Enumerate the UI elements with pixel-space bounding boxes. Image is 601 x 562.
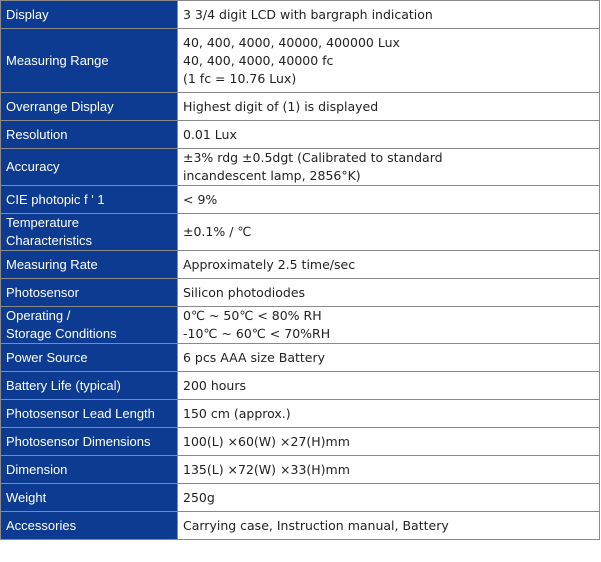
spec-value-text: 200 hours [183,377,246,393]
spec-value-cell [178,186,599,213]
spec-label-cell [1,279,177,306]
spec-value-text: ±3% rdg ±0.5dgt (Calibrated to standard [183,150,443,165]
spec-value-cell [178,1,599,28]
spec-value-cell [178,29,599,92]
spec-value-text: 250g [183,489,215,505]
spec-value-cell [178,121,599,148]
spec-row [1,344,599,371]
spec-label-cell [1,214,177,250]
spec-value-cell [178,214,599,250]
spec-label-cell [1,400,177,427]
spec-value-text: 100(L) ×60(W) ×27(H)mm [183,433,350,449]
spec-label-text: Storage Conditions [6,326,117,341]
spec-value-text: (1 fc = 10.76 Lux) [183,70,297,86]
spec-value-text: ±0.1% / ℃ [183,224,252,239]
spec-label-cell [1,484,177,511]
spec-value-text: 150 cm (approx.) [183,405,291,421]
spec-label-cell [1,307,177,343]
spec-value-text: Carrying case, Instruction manual, Battery [183,517,449,533]
spec-value-cell [178,307,599,343]
spec-value-text: Approximately 2.5 time/sec [183,256,356,272]
spec-label-text: Overrange Display [6,98,114,114]
spec-value-cell [178,344,599,371]
spec-label-text: Photosensor Dimensions [6,433,151,449]
spec-row [1,29,599,92]
spec-label-text: Dimension [6,461,68,477]
spec-value-text: 0℃ ~ 50℃ < 80% RH [183,308,322,323]
spec-row [1,149,599,185]
spec-value-text: Silicon photodiodes [183,284,306,300]
spec-value-cell [178,93,599,120]
spec-value-cell [178,372,599,399]
spec-value-cell [178,279,599,306]
spec-table-body [1,1,599,539]
spec-label-text: Battery Life (typical) [6,377,121,393]
spec-value-text: Highest digit of (1) is displayed [183,98,379,114]
spec-value-text: 0.01 Lux [183,126,237,142]
spec-value-text: < 9% [183,191,218,207]
spec-label-cell [1,344,177,371]
spec-label-text: Measuring Rate [6,256,98,272]
spec-value-text: 6 pcs AAA size Battery [183,349,326,365]
spec-label-cell [1,93,177,120]
spec-value-cell [178,149,599,185]
spec-value-cell [178,428,599,455]
spec-value-cell [178,484,599,511]
spec-label-text: Photosensor Lead Length [6,405,155,421]
spec-value-text: 40, 400, 4000, 40000, 400000 Lux [183,34,400,50]
spec-row [1,428,599,455]
spec-row [1,372,599,399]
spec-label-cell [1,1,177,28]
spec-value-text: -10℃ ~ 60℃ < 70%RH [183,326,331,341]
spec-value-text: 3 3/4 digit LCD with bargraph indication [183,6,433,22]
spec-label-text: Measuring Range [6,52,109,68]
spec-label-cell [1,251,177,278]
spec-label-text: Operating / [6,308,71,323]
spec-row [1,484,599,511]
spec-row [1,456,599,483]
spec-label-text: Resolution [6,126,68,142]
spec-label-text: Accessories [6,517,77,533]
spec-row [1,93,599,120]
spec-label-cell [1,512,177,539]
spec-row [1,251,599,278]
spec-row [1,512,599,539]
spec-row [1,307,599,343]
spec-value-text: 135(L) ×72(W) ×33(H)mm [183,461,350,477]
spec-label-cell [1,456,177,483]
spec-label-text: Weight [6,489,47,505]
spec-label-cell [1,29,177,92]
spec-value-cell [178,456,599,483]
spec-label-cell [1,149,177,185]
spec-value-cell [178,512,599,539]
spec-label-text: CIE photopic f ' 1 [6,191,105,207]
spec-row [1,214,599,250]
spec-row [1,279,599,306]
spec-label-cell [1,186,177,213]
spec-label-cell [1,121,177,148]
spec-value-text: incandescent lamp, 2856°K) [183,168,361,183]
spec-value-cell [178,251,599,278]
spec-value-cell [178,400,599,427]
spec-label-cell [1,428,177,455]
spec-label-text: Temperature [6,215,79,230]
spec-label-text: Power Source [6,349,88,365]
spec-label-text: Accuracy [6,159,60,174]
spec-label-text: Characteristics [6,233,92,248]
spec-row [1,121,599,148]
spec-label-text: Display [6,6,49,22]
spec-value-text: 40, 400, 4000, 40000 fc [183,52,334,68]
spec-row [1,186,599,213]
spec-label-cell [1,372,177,399]
spec-row [1,1,599,28]
spec-row [1,400,599,427]
spec-label-text: Photosensor [6,284,79,300]
